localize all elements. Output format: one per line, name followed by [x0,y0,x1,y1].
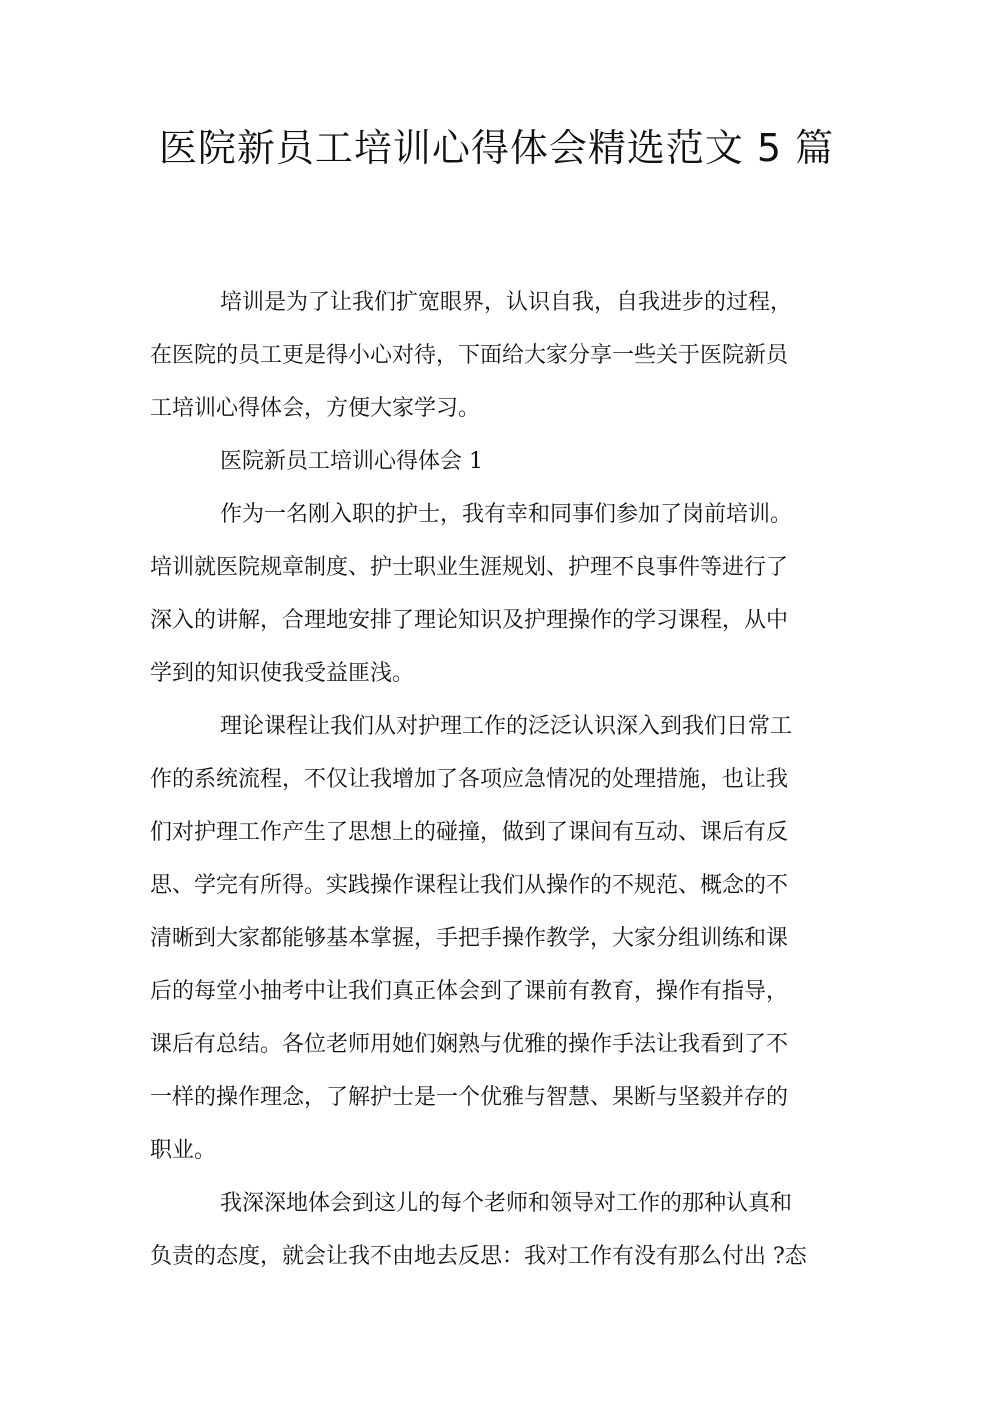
text-line: 作的系统流程，不仅让我增加了各项应急情况的处理措施，也让我 [150,767,789,792]
text-line: 思、学完有所得。实践操作课程让我们从操作的不规范、概念的不 [150,873,789,898]
text-line: 培训就医院规章制度、护士职业生涯规划、护理不良事件等进行了 [150,555,789,580]
text-line: 深入的讲解，合理地安排了理论知识及护理操作的学习课程，从中 [150,608,789,633]
text-line: 后的每堂小抽考中让我们真正体会到了课前有教育，操作有指导， [150,979,789,1004]
text-line: 课后有总结。各位老师用她们娴熟与优雅的操作手法让我看到了不 [150,1032,789,1057]
text-line: 负责的态度，就会让我不由地去反思：我对工作有没有那么付出 ?态 [150,1244,807,1269]
text-line: 理论课程让我们从对护理工作的泛泛认识深入到我们日常工 [220,714,793,739]
text-line: 医院新员工培训心得体会 1 [220,449,483,474]
text-line: 培训是为了让我们扩宽眼界，认识自我，自我进步的过程， [220,290,793,315]
document-title: 医院新员工培训心得体会精选范文 5 篇 [158,126,835,170]
text-line: 清晰到大家都能够基本掌握，手把手操作教学，大家分组训练和课 [150,926,789,951]
text-line: 作为一名刚入职的护士，我有幸和同事们参加了岗前培训。 [220,502,793,527]
document-body [150,276,822,1283]
text-line: 在医院的员工更是得小心对待，下面给大家分享一些关于医院新员 [150,343,789,368]
text-line: 们对护理工作产生了思想上的碰撞，做到了课间有互动、课后有反 [150,820,789,845]
text-line: 一样的操作理念，了解护士是一个优雅与智慧、果断与坚毅并存的 [150,1085,789,1110]
text-line: 职业。 [150,1138,217,1163]
text-line: 学到的知识使我受益匪浅。 [150,661,415,686]
text-line: 工培训心得体会，方便大家学习。 [150,396,481,421]
text-line: 我深深地体会到这儿的每个老师和领导对工作的那种认真和 [220,1191,793,1216]
